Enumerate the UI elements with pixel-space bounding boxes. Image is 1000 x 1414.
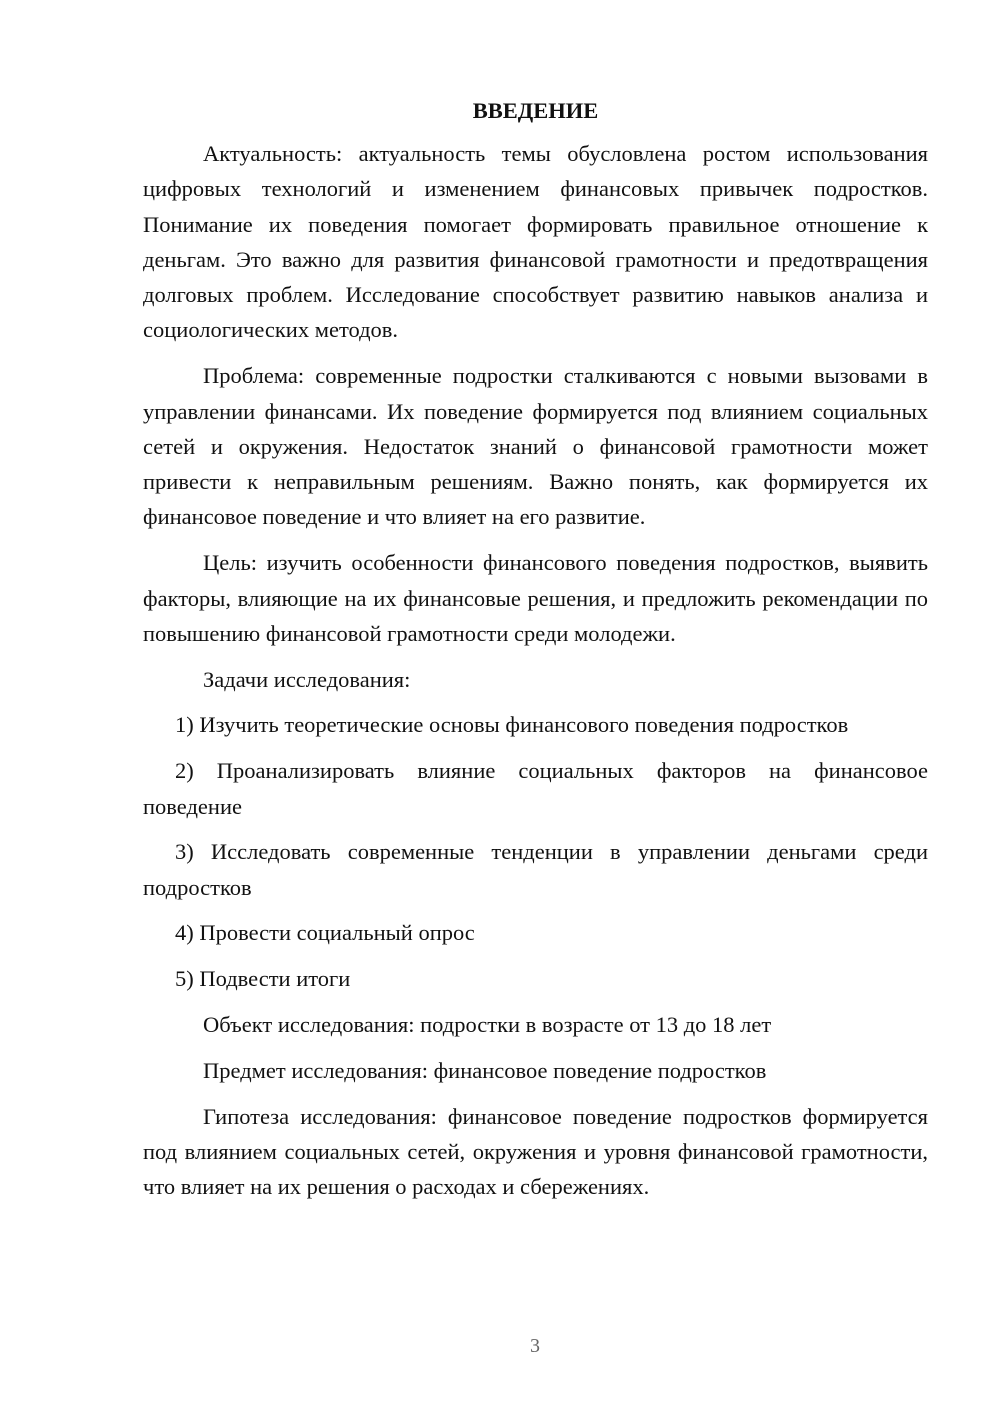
- list-item: 2) Проанализировать влияние социальных факторов на финансовое поведение: [143, 758, 928, 819]
- paragraph-relevance: Актуальность: актуальность темы обусловлена ростом использования цифровых технологий и изменением финансовых привычек подростков. Понимание их поведения помогает формировать правильное отношение к деньгам. Это важно для развития финансовой грамотности и предотвращения долговых проблем. Исследование способствует развитию навыков анализа и социологических методов.: [143, 141, 928, 343]
- tasks-list: [143, 707, 928, 996]
- document-body: [143, 96, 928, 1205]
- paragraph-object: Объект исследования: подростки в возрасте от 13 до 18 лет: [203, 1012, 772, 1038]
- list-item: 3) Исследовать современные тенденции в управлении деньгами среди подростков: [143, 839, 928, 900]
- list-item: 5) Подвести итоги: [175, 966, 351, 992]
- list-item: 4) Провести социальный опрос: [175, 920, 475, 946]
- paragraph-goal: Цель: изучить особенности финансового поведения подростков, выявить факторы, влияющие на их финансовые решения, и предложить рекомендации по повышению финансовой грамотности среди молодежи.: [143, 550, 928, 646]
- section-title: ВВЕДЕНИЕ: [472, 98, 599, 123]
- paragraph-hypothesis: Гипотеза исследования: финансовое поведение подростков формируется под влиянием социальных сетей, окружения и уровня финансовой грамотности, что влияет на их решения о расходах и сбережениях.: [143, 1103, 928, 1200]
- paragraph-problem: Проблема: современные подростки сталкиваются с новыми вызовами в управлении финансами. Их поведение формируется под влиянием социальных сетей и окружения. Недостаток знаний о финансовой грамотности может привести к неправильным решениям. Важно понять, как формируется их финансовое поведение и что влияет на его развитие.: [143, 363, 928, 530]
- paragraph-subject: Предмет исследования: финансовое поведение подростков: [203, 1057, 767, 1083]
- list-item: 1) Изучить теоретические основы финансового поведения подростков: [175, 712, 849, 738]
- tasks-heading: Задачи исследования:: [203, 666, 411, 692]
- page-number: 3: [530, 1335, 540, 1357]
